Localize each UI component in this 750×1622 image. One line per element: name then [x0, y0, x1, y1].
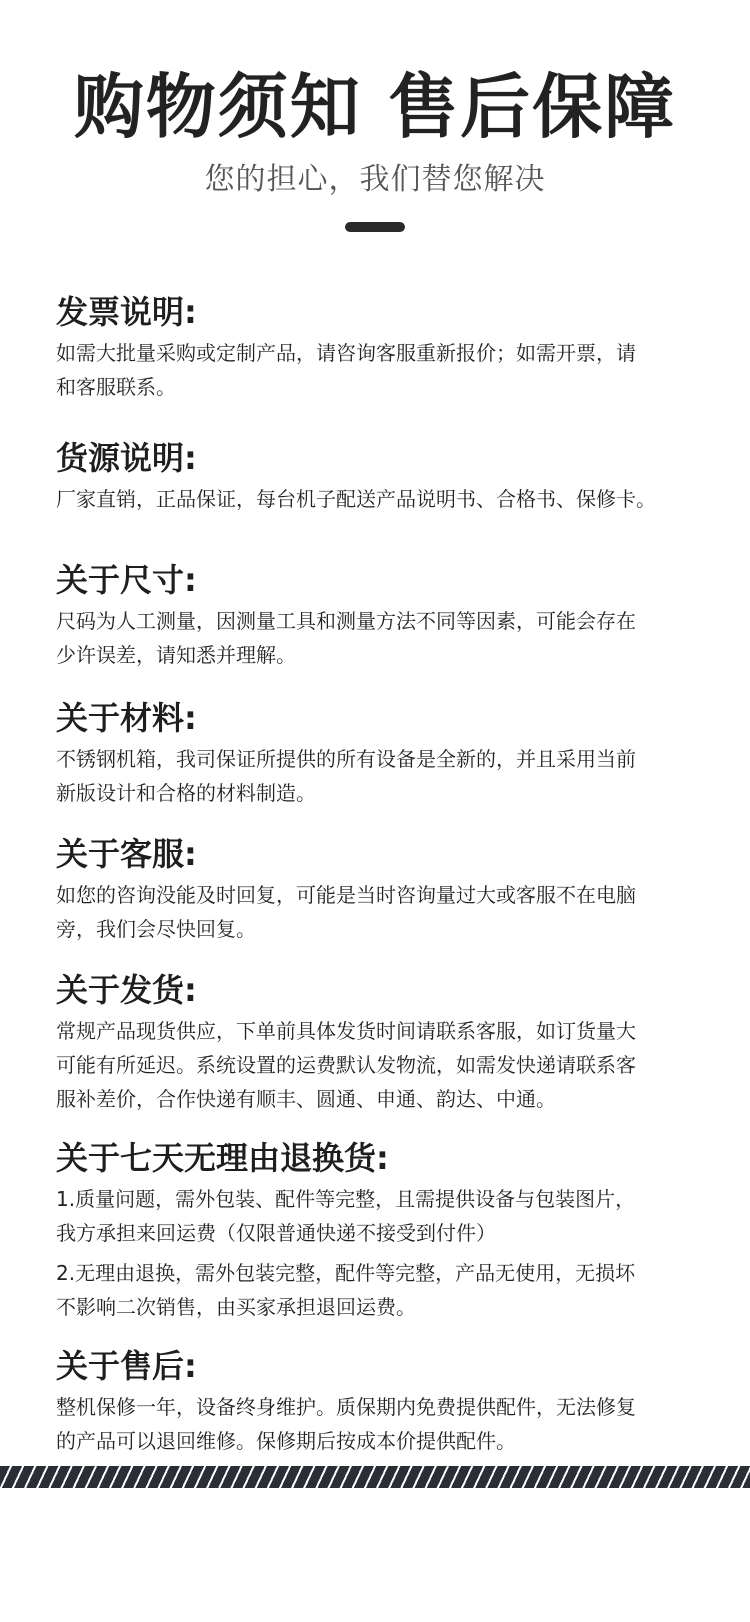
- section-material: [56, 696, 706, 832]
- section-text: 尺码为人工测量，因测量工具和测量方法不同等因素，可能会存在 少许误差，请知悉并理解。: [56, 609, 636, 667]
- section-heading: 关于七天无理由退换货:: [56, 1139, 389, 1177]
- notice-sections: [56, 290, 706, 1454]
- section-shipping: [56, 968, 706, 1136]
- page-subtitle: 您的担心，我们替您解决: [204, 162, 546, 197]
- section-heading: 货源说明:: [56, 439, 197, 477]
- section-customer-service: [56, 832, 706, 968]
- section-text: 1.质量问题，需外包装、配件等完整，且需提供设备与包装图片， 我方承担来回运费（仅限普通快递不接受到付件）: [56, 1187, 636, 1245]
- section-text: 常规产品现货供应，下单前具体发货时间请联系客服，如订货量大 可能有所延迟。系统设置的运费默认发物流，如需发快递请联系客 服补差价，合作快递有顺丰、圆通、申通、韵达、中通。: [56, 1019, 636, 1111]
- section-heading: 关于客服:: [56, 835, 197, 873]
- section-text: 整机保修一年，设备终身维护。质保期内免费提供配件，无法修复 的产品可以退回维修。保修期后按成本价提供配件。: [56, 1395, 636, 1453]
- section-text: 如您的咨询没能及时回复，可能是当时咨询量过大或客服不在电脑 旁，我们会尽快回复。: [56, 883, 636, 941]
- section-invoice: [56, 290, 706, 436]
- section-heading: 关于发货:: [56, 971, 197, 1009]
- section-after-sales: [56, 1344, 706, 1454]
- section-heading: 关于售后:: [56, 1347, 197, 1385]
- section-text: 不锈钢机箱，我司保证所提供的所有设备是全新的，并且采用当前 新版设计和合格的材料制造。: [56, 747, 636, 805]
- section-heading: 关于尺寸:: [56, 561, 197, 599]
- title-divider: [345, 222, 405, 232]
- decorative-stripe-band: [0, 1466, 750, 1488]
- section-text: 2.无理由退换，需外包装完整，配件等完整，产品无使用，无损坏 不影响二次销售，由买家承担退回运费。: [56, 1261, 636, 1319]
- section-source: [56, 436, 706, 558]
- section-text: 如需大批量采购或定制产品，请咨询客服重新报价；如需开票，请 和客服联系。: [56, 341, 636, 399]
- section-text: 厂家直销，正品保证，每台机子配送产品说明书、合格书、保修卡。: [56, 487, 656, 511]
- section-heading: 关于材料:: [56, 699, 197, 737]
- section-heading: 发票说明:: [56, 293, 197, 331]
- page-title: 购物须知 售后保障: [73, 66, 677, 148]
- section-size: [56, 558, 706, 696]
- section-returns: [56, 1136, 706, 1344]
